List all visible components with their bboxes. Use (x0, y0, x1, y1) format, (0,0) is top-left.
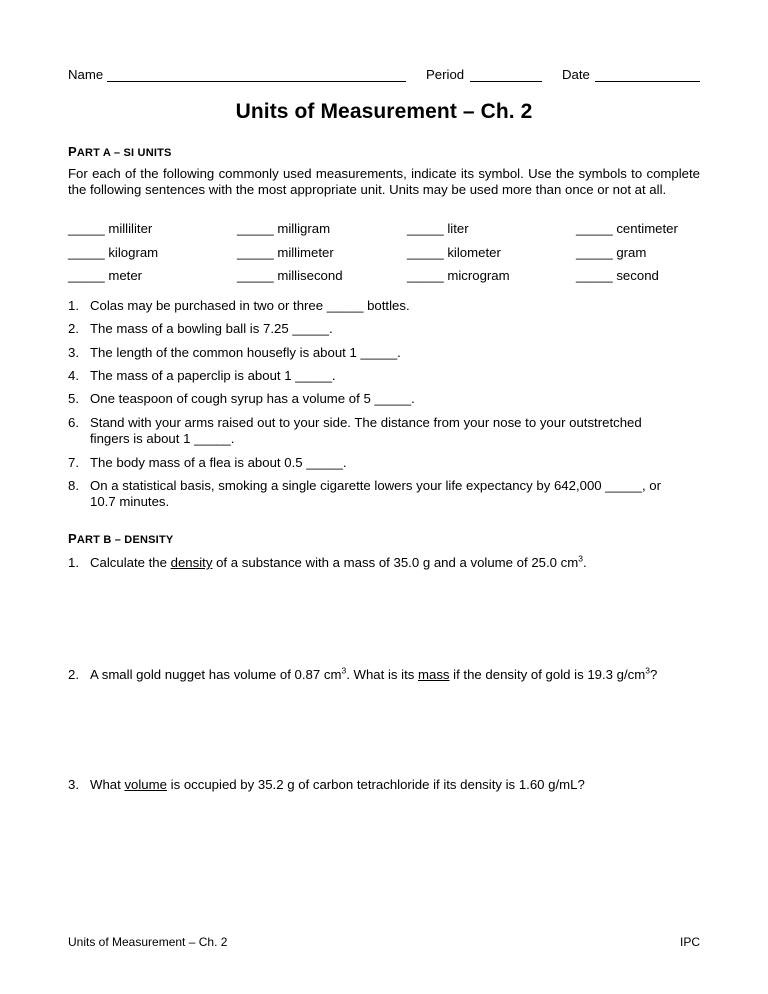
unit-item: _____ second (576, 268, 659, 283)
unit-row (68, 221, 700, 239)
worksheet-page: Name Period Date Units of Measurement – Ch. 2 PART A – SI UNITS For each of the following commonly used measurements, indicate its symbol. Use the symbols to complete the following sentences with the most appropriate unit. Units may be used more than once or not at all. _____ milliliter _____ milligram _____ liter _____ centimeter _____ kilogram _____ millimeter _____ kilometer _____ gram _____ meter _____ millisecond _____ microgram _____ second 1. Colas may be purchased in two or three _____ bottles. 2. The mass of a bowling ball is 7.25 _____. 3. The length of the common housefly is about 1 _____. 4. The mass of a paperclip is about 1 _____. 5. One teaspoon of cough syrup has a volume of 5 _____. 6. Stand with your arms raised out to your side. The distance from your nose to your outstretched fingers is about 1 _____. 7. The body mass of a flea is about 0.5 _____. 8. On a statistical basis, smoking a single cigarette lowers your life expectancy by 642,000 _____, or 10.7 minutes. PART B – DENSITY 1. Calculate the density of a substance with a mass of 35.0 g and a volume of 25.0 $cm^3$. 2. A small gold nugget has volume of 0.87 $cm^3$. What is its mass if the density of gold is 19.3 $g/cm^3$? 3. What volume is occupied by 35.2 g of carbon tetrachloride if its density is 1.60 g/mL? Units of Measurement – Ch. 2 IPC (68, 67, 700, 949)
unit-item: _____ gram (576, 245, 647, 260)
student-info-header (68, 67, 700, 85)
question-item: 6. Stand with your arms raised out to your side. The distance from your nose to your outstretched fingers is about 1 _____. (68, 415, 642, 446)
unit-row (68, 268, 700, 286)
date-blank[interactable] (595, 81, 700, 82)
footer-title: Units of Measurement – Ch. 2 (68, 935, 228, 949)
unit-item: _____ centimeter (576, 221, 678, 236)
unit-item: _____ milliliter (68, 221, 153, 236)
period-label: Period (426, 67, 465, 82)
unit-item: _____ liter (407, 221, 469, 236)
unit-item: _____ microgram (407, 268, 510, 283)
part-b-heading: PART B – DENSITY (68, 531, 174, 546)
unit-row (68, 245, 700, 263)
name-label: Name (68, 67, 104, 82)
unit-item: _____ milligram (237, 221, 331, 236)
part-a-heading: PART A – SI UNITS (68, 144, 172, 159)
unit-item: _____ kilometer (407, 245, 501, 260)
part-a-instructions: For each of the following commonly used measurements, indicate its symbol. Use the symbols to complete the following sentences with the most appropriate unit. Units may be used more than once or not at all. (68, 166, 700, 197)
period-blank[interactable] (470, 81, 542, 82)
name-blank[interactable] (107, 81, 406, 82)
unit-item: _____ kilogram (68, 245, 159, 260)
date-label: Date (562, 67, 590, 82)
unit-item: _____ meter (68, 268, 143, 283)
unit-item: _____ millimeter (237, 245, 334, 260)
footer-course: IPC (679, 935, 700, 949)
page-footer (68, 935, 700, 949)
question-item: 8. On a statistical basis, smoking a single cigarette lowers your life expectancy by 642,000 _____, or 10.7 minutes. (68, 478, 662, 509)
unit-item: _____ millisecond (237, 268, 343, 283)
page-title: Units of Measurement – Ch. 2 (235, 100, 533, 123)
